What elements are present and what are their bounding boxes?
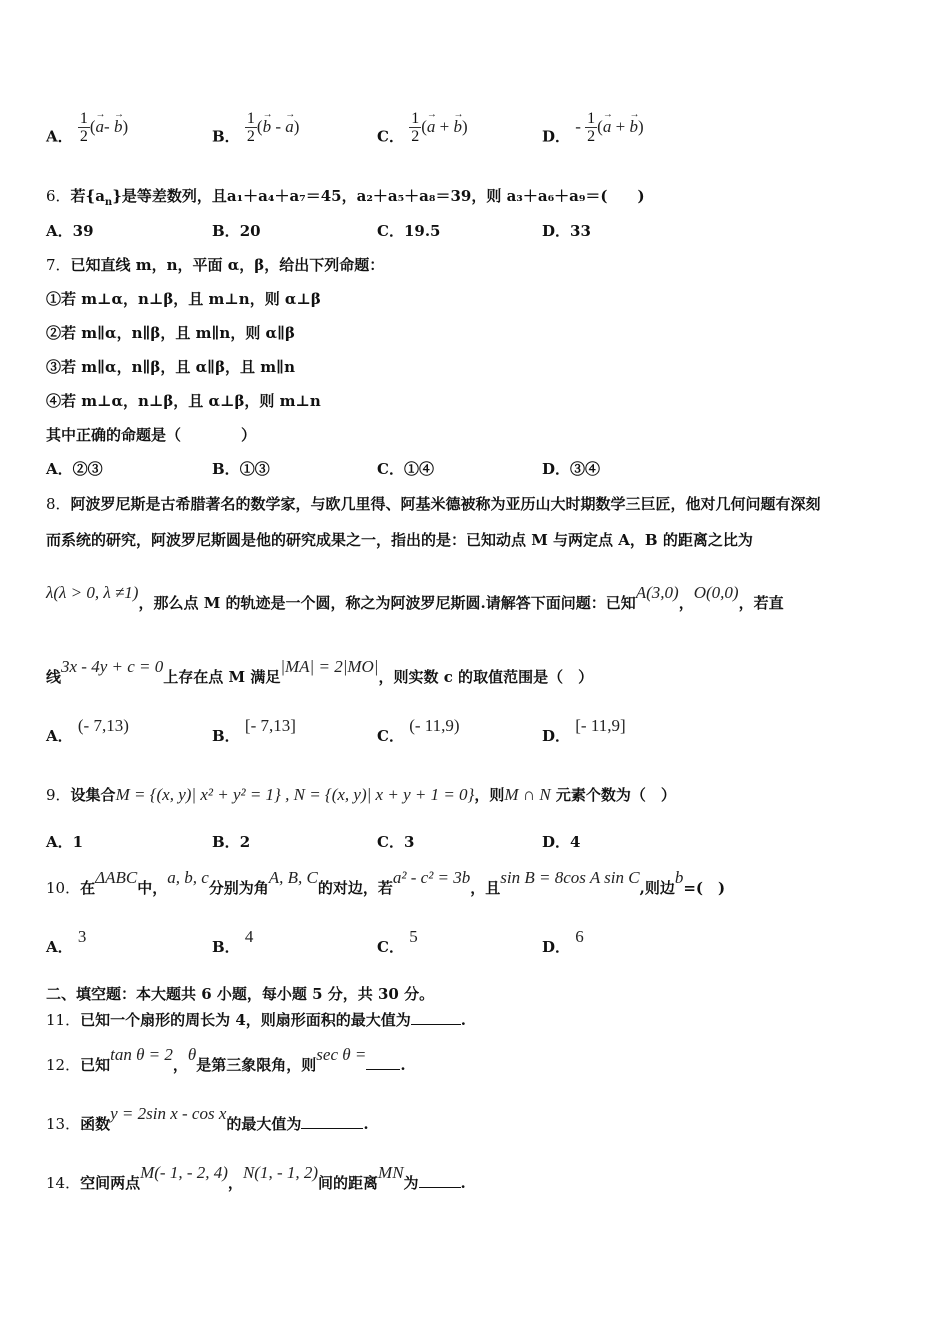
q7-option-b [212, 459, 270, 479]
option-value: [- 11,9] [575, 716, 626, 735]
vector-a: → a [285, 117, 294, 137]
q12-text: 是第三象限角，则 [196, 1056, 317, 1074]
q14-text: 空间两点 [80, 1174, 141, 1192]
intersection: M ∩ N [504, 785, 551, 804]
q9-text: 元素个数为（ ） [550, 786, 676, 804]
q14-stem [46, 1163, 466, 1193]
q10-option-c [377, 927, 418, 957]
q7-stem [46, 255, 384, 275]
option-value: (- 7,13) [77, 716, 129, 735]
q9-stem [46, 785, 676, 805]
q10-option-b [212, 927, 254, 957]
question-number: 10． [46, 879, 81, 897]
q10-stem [46, 868, 726, 898]
question-number: 11． [46, 1011, 81, 1029]
minus-sign: - [575, 116, 586, 136]
option-label: D． [542, 833, 571, 851]
q7-prop-2: ②若 m∥α，n∥β，且 m∥n，则 α∥β [46, 324, 295, 342]
point-o: O(0,0) [693, 583, 739, 602]
q13-text: 函数 [80, 1115, 111, 1133]
q12-text: ， [172, 1056, 188, 1074]
vector-a: → a [603, 117, 612, 137]
q13-text: 的最大值为 [226, 1115, 302, 1133]
q5-option-a [46, 110, 129, 155]
point-n: N(1, - 1, 2) [242, 1163, 319, 1182]
fraction [245, 110, 257, 145]
option-label: C． [377, 727, 404, 745]
option-value: 6 [575, 927, 584, 946]
option-value: 19.5 [403, 222, 441, 240]
separator: ， [678, 594, 694, 612]
option-value: ①④ [403, 460, 434, 478]
q8-option-a [46, 716, 129, 746]
q7-option-c [377, 459, 434, 479]
question-number: 13． [46, 1115, 81, 1133]
answer-blank[interactable] [301, 1114, 363, 1129]
sides: a, b, c [167, 868, 209, 887]
option-value: 4 [244, 927, 254, 946]
question-number: 6． [46, 187, 71, 205]
q7-prop-3: ③若 m∥α，n∥β，且 α∥β，且 m∥n [46, 358, 295, 376]
q10-text: 分别为角 [208, 879, 269, 897]
q10-text: =( ) [683, 879, 726, 897]
option-label: A． [46, 727, 73, 745]
function-expression: y = 2sin x - cos x [110, 1104, 227, 1123]
question-number: 12． [46, 1056, 81, 1074]
denominator: 2 [79, 128, 88, 145]
triangle: ΔABC [95, 868, 138, 887]
period: . [363, 1115, 369, 1133]
option-label: A． [46, 938, 73, 956]
answer-blank[interactable] [366, 1055, 400, 1070]
option-label: D． [542, 222, 571, 240]
q8-line-2: 而系统的研究，阿波罗尼斯圆是他的研究成果之一，指出的是：已知动点 M 与两定点 A，B 的距离之比为 [46, 531, 753, 549]
q7-ask: 其中正确的命题是（ ） [46, 426, 257, 444]
option-label: D． [542, 727, 571, 745]
q5-option-b-expr: $\frac{1}{2}$ (→ b - → a) [245, 118, 300, 136]
q10-option-a [46, 927, 87, 957]
option-value: (- 11,9) [409, 716, 460, 735]
vector-b: → b [114, 117, 123, 137]
q6-text: 若{a [70, 187, 105, 205]
period: . [460, 1174, 466, 1192]
q8-text-end: ，若直 [738, 594, 784, 612]
q9-option-a [46, 832, 83, 852]
option-label: B． [212, 938, 240, 956]
option-value: ②③ [72, 460, 103, 478]
q9-text: ，则 [474, 786, 505, 804]
q10-text: 中， [137, 879, 168, 897]
q14-text: 间的距离 [318, 1174, 379, 1192]
q12-text: 已知 [80, 1056, 111, 1074]
option-label: A． [46, 460, 73, 478]
subscript: n [104, 197, 113, 208]
q7-prop-4: ④若 m⊥α，n⊥β，且 α⊥β，则 m⊥n [46, 392, 321, 410]
option-label: A． [46, 127, 73, 146]
option-label: D． [542, 938, 571, 956]
q5-option-a-expr: $\frac{1}{2}$ (→ a- → b) [78, 118, 128, 136]
q13-stem [46, 1104, 369, 1134]
option-label: B． [212, 727, 240, 745]
section-2-title: 二、填空题：本大题共 6 小题，每小题 5 分，共 30 分。 [46, 985, 435, 1003]
option-label: D． [542, 127, 571, 146]
option-label: C． [377, 460, 404, 478]
period: . [400, 1056, 406, 1074]
answer-blank[interactable] [419, 1173, 461, 1188]
q6-stem [46, 186, 645, 213]
answer-blank[interactable] [411, 1010, 461, 1025]
q8-option-c [377, 716, 460, 746]
q6-equation: a₁＋a₄＋a₇＝45，a₂＋a₅＋a₈＝39，则 a₃＋a₆＋a₉＝( ) [226, 187, 645, 205]
option-value: 3 [403, 833, 415, 851]
option-label: B． [212, 222, 240, 240]
option-label: B． [212, 460, 240, 478]
q7-prop-1: ①若 m⊥α，n⊥β，且 m⊥n，则 α⊥β [46, 290, 321, 308]
q14-text: 为 [403, 1174, 419, 1192]
q10-text: ，且 [470, 879, 501, 897]
option-value: 39 [72, 222, 94, 240]
period: . [460, 1011, 466, 1029]
point-m: M(- 1, - 2, 4) [140, 1163, 228, 1182]
fraction [585, 110, 597, 145]
q8-text: 阿波罗尼斯是古希腊著名的数学家，与欧几里得、阿基米德被称为亚历山大时期数学三巨匠，他对几何问题有深刻 [70, 495, 821, 513]
q8-option-d [542, 716, 626, 746]
vector-b: → b [263, 117, 272, 137]
q8-option-b [212, 716, 296, 746]
operator: - [271, 116, 286, 136]
q6-option-b [212, 221, 261, 241]
q5-option-b [212, 110, 300, 155]
q8-text: 上存在点 M 满足 [163, 668, 281, 686]
question-number: 14． [46, 1174, 81, 1192]
fraction [409, 110, 421, 145]
option-value: [- 7,13] [244, 716, 296, 735]
operator: + [435, 116, 454, 136]
q5-option-d [542, 110, 644, 155]
q11-text: 已知一个扇形的周长为 4，则扇形面积的最大值为 [80, 1011, 411, 1029]
question-number: 9． [46, 786, 71, 804]
numerator: 1 [587, 110, 596, 127]
denominator: 2 [587, 128, 596, 145]
option-label: D． [542, 460, 571, 478]
theta: θ [187, 1045, 197, 1064]
option-label: B． [212, 833, 240, 851]
operator: - [104, 116, 114, 136]
q10-text: 的对边，若 [317, 879, 393, 897]
vector-a: → a [96, 117, 105, 137]
q6-text-mid: }是等差数列，且 [112, 187, 227, 205]
line-equation: 3x - 4y + c = 0 [61, 657, 164, 676]
q10-option-d [542, 927, 584, 957]
option-label: C． [377, 833, 404, 851]
equation-2: sin B = 8cos A sin C [500, 868, 640, 887]
option-label: A． [46, 222, 73, 240]
q9-text: 设集合 [70, 786, 116, 804]
q10-text: 在 [80, 879, 96, 897]
option-label: C． [377, 127, 404, 146]
fraction [78, 110, 90, 145]
option-label: B． [212, 127, 240, 146]
option-value: ③④ [570, 460, 601, 478]
q6-option-c [377, 221, 441, 241]
option-label: C． [377, 938, 404, 956]
option-label: C． [377, 222, 404, 240]
q8-text: 线 [46, 668, 62, 686]
segment-mn: MN [378, 1163, 404, 1182]
equation-1: a² - c² = 3b [392, 868, 471, 887]
numerator: 1 [246, 110, 255, 127]
vector-b: → b [629, 117, 638, 137]
denominator: 2 [246, 128, 255, 145]
q8-text-mid: ，那么点 M 的轨迹是一个圆，称之为阿波罗尼斯圆.请解答下面问题：已知 [138, 594, 636, 612]
angles: A, B, C [268, 868, 318, 887]
q8-line-3 [46, 583, 784, 613]
q5-option-d-expr: - $\frac{1}{2}$ (→ a + → b) [575, 118, 643, 136]
side-b: b [674, 868, 684, 887]
point-a: A(3,0) [635, 583, 679, 602]
question-number: 8． [46, 495, 71, 513]
vector-b: → b [453, 117, 462, 137]
option-value: 3 [77, 927, 87, 946]
option-label: A． [46, 833, 73, 851]
q6-option-d [542, 221, 591, 241]
q7-text: 已知直线 m，n，平面 α，β，给出下列命题： [70, 256, 385, 274]
tan-condition: tan θ = 2 [110, 1045, 173, 1064]
numerator: 1 [79, 110, 88, 127]
q7-option-d [542, 459, 600, 479]
option-value: 2 [239, 833, 251, 851]
q5-option-c-expr: $\frac{1}{2}$ (→ a + → b) [409, 118, 467, 136]
set-definitions: M = {(x, y)| x² + y² = 1} , N = {(x, y)| x + y + 1 = 0} [115, 785, 475, 804]
denominator: 2 [411, 128, 420, 145]
q11-stem [46, 1010, 466, 1030]
distance-condition: |MA| = 2|MO| [280, 657, 379, 676]
q10-text: ,则边 [639, 879, 675, 897]
lambda-condition: λ(λ > 0, λ ≠1) [46, 583, 139, 602]
q8-line-1 [46, 494, 821, 514]
q5-option-c [377, 110, 468, 155]
numerator: 1 [411, 110, 420, 127]
q14-text: ， [227, 1174, 243, 1192]
q8-text: ，则实数 c 的取值范围是（ ） [378, 668, 594, 686]
option-value: ①③ [239, 460, 270, 478]
q9-option-b [212, 832, 250, 852]
vector-a: → a [427, 117, 436, 137]
q9-option-d [542, 832, 580, 852]
q12-stem [46, 1045, 406, 1075]
option-value: 33 [570, 222, 591, 240]
q9-option-c [377, 832, 414, 852]
q8-line-4 [46, 657, 594, 687]
option-value: 4 [570, 833, 581, 851]
operator: + [611, 116, 630, 136]
option-value: 5 [409, 927, 418, 946]
sec-expression: sec θ = [316, 1045, 367, 1064]
question-number: 7． [46, 256, 71, 274]
option-value: 20 [239, 222, 261, 240]
q7-option-a [46, 459, 103, 479]
q6-option-a [46, 221, 94, 241]
option-value: 1 [72, 833, 84, 851]
